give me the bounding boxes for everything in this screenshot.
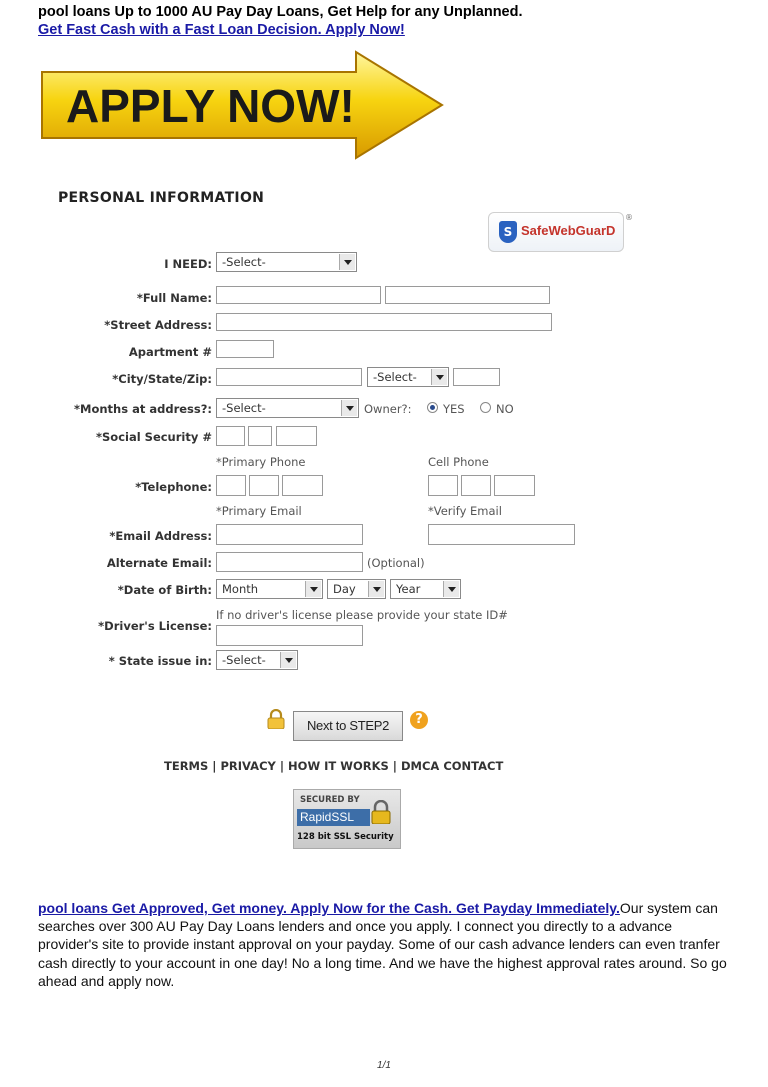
first-name-input[interactable] [216, 286, 381, 304]
state-select-value: -Select- [373, 370, 417, 384]
next-step-button[interactable]: Next to STEP2 [293, 711, 403, 741]
owner-no-radio[interactable] [480, 402, 491, 413]
months-select[interactable] [216, 398, 359, 418]
chevron-down-icon [339, 254, 355, 270]
body-text: Our system can searches over 300 AU Pay Day Loans lenders and once you apply. I connect you directly to a advance provider's site to provide instant approval on your payday. Some of our cash advance lenders can even tranfer cash directly to your account in one day! No a long time. And we have the highest approval rates around. So go ahead and apply now. [38, 900, 727, 989]
verify-email-label: *Verify Email [428, 504, 502, 518]
label-ssn: *Social Security # [96, 430, 212, 444]
ssn-part1-input[interactable] [216, 426, 245, 446]
dob-year-value: Year [396, 582, 421, 596]
apply-now-banner[interactable] [38, 50, 446, 162]
section-title: PERSONAL INFORMATION [58, 190, 265, 206]
cell-prefix-input[interactable] [461, 475, 491, 496]
owner-yes-radio[interactable] [427, 402, 438, 413]
dob-month-value: Month [222, 582, 259, 596]
padlock-icon [370, 800, 392, 824]
registered-mark: ® [625, 213, 633, 222]
dob-day-value: Day [333, 582, 356, 596]
zip-input[interactable] [453, 368, 500, 386]
shield-icon: S [499, 221, 517, 243]
optional-label: (Optional) [367, 556, 425, 570]
phone-prefix-input[interactable] [249, 475, 279, 496]
phone-area-input[interactable] [216, 475, 246, 496]
cell-line-input[interactable] [494, 475, 535, 496]
label-city: *City/State/Zip: [112, 372, 212, 386]
ssn-part3-input[interactable] [276, 426, 317, 446]
ssl-bits: 128 bit SSL Security [297, 832, 394, 842]
body-link[interactable]: pool loans Get Approved, Get money. Apply Now for the Cash. Get Payday Immediately. [38, 900, 620, 916]
rapidssl-badge [293, 789, 401, 849]
need-select[interactable] [216, 252, 357, 272]
primary-email-label: *Primary Email [216, 504, 302, 518]
label-full-name: *Full Name: [136, 291, 212, 305]
label-license: *Driver's License: [98, 619, 212, 633]
page-heading: pool loans Up to 1000 AU Pay Day Loans, Get Help for any Unplanned. [38, 4, 523, 20]
footer-nav[interactable]: TERMS | PRIVACY | HOW IT WORKS | DMCA CONTACT [164, 759, 504, 773]
verify-email-input[interactable] [428, 524, 575, 545]
chevron-down-icon [341, 400, 357, 416]
cell-area-input[interactable] [428, 475, 458, 496]
dob-year-select[interactable] [390, 579, 461, 599]
ssl-brand: RapidSSL [297, 809, 370, 826]
label-telephone: *Telephone: [135, 480, 212, 494]
label-need: I NEED: [164, 257, 212, 271]
owner-label: Owner?: [364, 402, 412, 416]
license-input[interactable] [216, 625, 363, 646]
apartment-input[interactable] [216, 340, 274, 358]
label-months: *Months at address?: [74, 402, 212, 416]
owner-yes-label: YES [443, 402, 465, 416]
ssl-secured-by: SECURED BY [300, 795, 360, 805]
label-street: *Street Address: [104, 318, 212, 332]
label-dob: *Date of Birth: [117, 583, 212, 597]
state-issue-select[interactable] [216, 650, 298, 670]
label-email: *Email Address: [109, 529, 212, 543]
owner-no-label: NO [496, 402, 514, 416]
email-input[interactable] [216, 524, 363, 545]
dob-month-select[interactable] [216, 579, 323, 599]
street-input[interactable] [216, 313, 552, 331]
apply-now-text: APPLY NOW! [66, 80, 355, 132]
cell-phone-label: Cell Phone [428, 455, 489, 469]
state-issue-value: -Select- [222, 653, 266, 667]
last-name-input[interactable] [385, 286, 550, 304]
chevron-down-icon [443, 581, 459, 597]
dob-day-select[interactable] [327, 579, 386, 599]
badge-text: SafeWebGuarD [521, 223, 616, 238]
chevron-down-icon [280, 652, 296, 668]
apply-link[interactable]: Get Fast Cash with a Fast Loan Decision. Apply Now! [38, 22, 405, 38]
primary-phone-label: *Primary Phone [216, 455, 306, 469]
chevron-down-icon [368, 581, 384, 597]
safewebguard-badge [488, 212, 633, 252]
personal-info-form [40, 170, 680, 860]
ssn-part2-input[interactable] [248, 426, 272, 446]
label-state-issue: * State issue in: [108, 654, 212, 668]
alt-email-input[interactable] [216, 552, 363, 572]
help-icon[interactable]: ? [410, 711, 428, 729]
phone-line-input[interactable] [282, 475, 323, 496]
lock-icon [267, 709, 285, 729]
label-apartment: Apartment # [128, 345, 212, 359]
chevron-down-icon [305, 581, 321, 597]
label-alt-email: Alternate Email: [106, 556, 212, 570]
license-hint: If no driver's license please provide your state ID# [216, 608, 508, 622]
page-number: 1/1 [377, 1060, 391, 1071]
state-select[interactable] [367, 367, 449, 387]
months-select-value: -Select- [222, 401, 266, 415]
body-paragraph [38, 899, 728, 990]
need-select-value: -Select- [222, 255, 266, 269]
city-input[interactable] [216, 368, 362, 386]
chevron-down-icon [431, 369, 447, 385]
